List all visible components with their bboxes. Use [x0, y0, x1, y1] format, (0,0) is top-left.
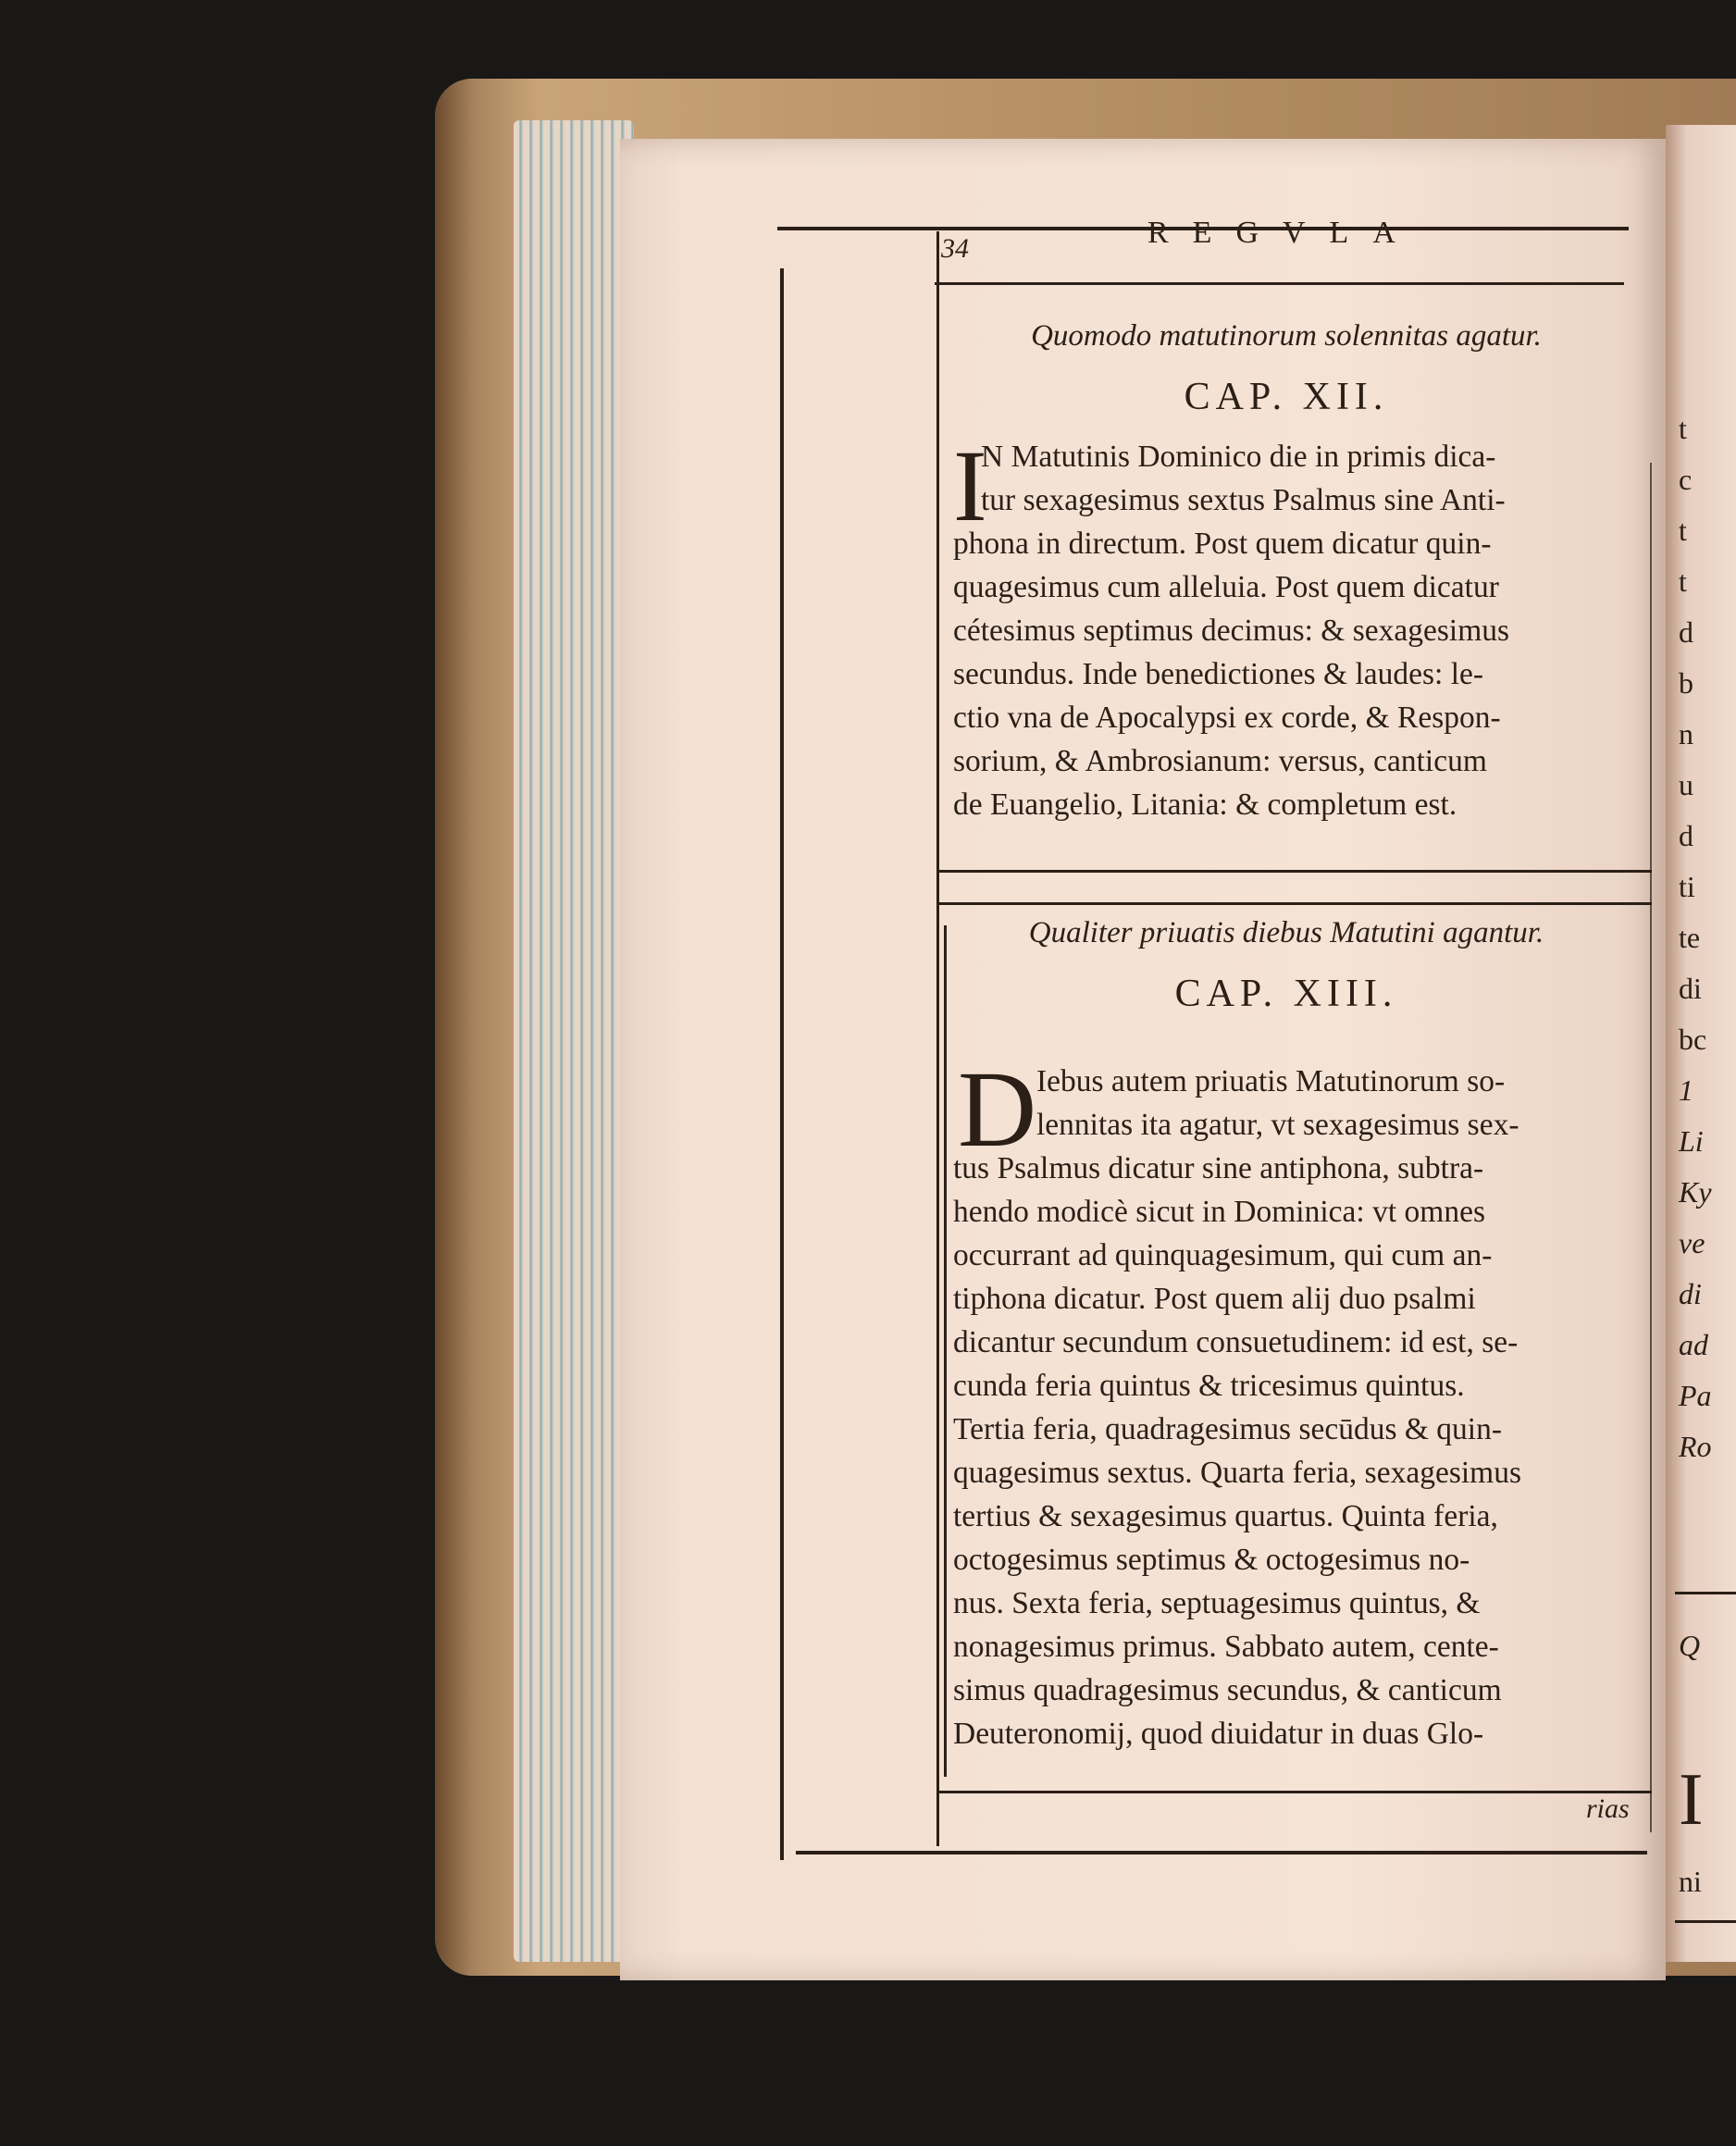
- facing-page: [1666, 125, 1736, 1962]
- facing-fragment: Q: [1679, 1629, 1701, 1662]
- text-line: cétesimus septimus decimus: & sexagesimus: [953, 614, 1510, 648]
- facing-fragment: n: [1679, 717, 1693, 750]
- text-line: quagesimus sextus. Quarta feria, sexagesimus: [953, 1456, 1522, 1490]
- chapter-12-dropcap: I: [953, 429, 987, 542]
- facing-fragment: ad: [1679, 1328, 1708, 1361]
- text-line: sorium, & Ambrosianum: versus, canticum: [953, 744, 1487, 778]
- bottom-rule-inner: [939, 1791, 1652, 1793]
- page-number: 34: [941, 233, 969, 264]
- text-line: quagesimus cum alleluia. Post quem dicatur: [953, 570, 1499, 604]
- text-line: phona in directum. Post quem dicatur quin-: [953, 527, 1492, 561]
- ch13-left-rule: [944, 925, 947, 1777]
- facing-fragment: ve: [1679, 1226, 1705, 1259]
- text-line: simus quadragesimus secundus, & canticum: [953, 1673, 1502, 1707]
- facing-fragment: Li: [1679, 1124, 1704, 1158]
- chapter-12-number: CAP. XII.: [1184, 376, 1389, 418]
- facing-fragment: Pa: [1679, 1379, 1712, 1412]
- facing-fragment: ni: [1679, 1865, 1702, 1898]
- facing-fragment: t: [1679, 564, 1687, 598]
- chapter-12-text: [953, 429, 1649, 826]
- text-line: N Matutinis Dominico die in primis dica-: [981, 440, 1496, 474]
- text-line: tus Psalmus dicatur sine antiphona, subtra-: [953, 1151, 1484, 1185]
- facing-fragment: t: [1679, 514, 1687, 547]
- text-line: lennitas ita agatur, vt sexagesimus sex-: [1036, 1108, 1519, 1142]
- facing-fragment: d: [1679, 615, 1693, 649]
- facing-fragment: Ro: [1679, 1430, 1712, 1463]
- text-line: nus. Sexta feria, septuagesimus quintus, &: [953, 1586, 1481, 1620]
- text-line: cunda feria quintus & tricesimus quintus.: [953, 1369, 1465, 1403]
- header-underline: [935, 282, 1624, 285]
- text-line: Deuteronomij, quod diuidatur in duas Glo-: [953, 1717, 1484, 1751]
- bottom-rule-outer: [796, 1851, 1647, 1854]
- facing-fragment: b: [1679, 666, 1693, 700]
- facing-fragment: te: [1679, 921, 1701, 954]
- text-line: dicantur secundum consuetudinem: id est, se-: [953, 1325, 1519, 1359]
- chapter-12-heading: Quomodo matutinorum solennitas agatur.: [1031, 319, 1542, 353]
- facing-fragment: bc: [1679, 1023, 1707, 1056]
- text-line: occurrant ad quinquagesimum, qui cum an-: [953, 1238, 1493, 1272]
- right-rule: [1650, 463, 1652, 1832]
- text-line: hendo modicè sicut in Dominica: vt omnes: [953, 1195, 1485, 1229]
- text-line: nonagesimus primus. Sabbato autem, cente-: [953, 1630, 1499, 1664]
- page-edges: [514, 120, 634, 1962]
- facing-fragment: d: [1679, 819, 1693, 852]
- inner-left-rule: [936, 231, 939, 1846]
- chapter-divider: [939, 902, 1652, 905]
- facing-fragment: ti: [1679, 870, 1695, 903]
- text-line: tur sexagesimus sextus Psalmus sine Anti-: [981, 483, 1506, 517]
- facing-fragment: t: [1679, 412, 1687, 445]
- text-line: de Euangelio, Litania: & completum est.: [953, 788, 1457, 822]
- facing-fragment: u: [1679, 768, 1693, 801]
- text-line: Iebus autem priuatis Matutinorum so-: [1036, 1064, 1506, 1098]
- text-line: octogesimus septimus & octogesimus no-: [953, 1543, 1470, 1577]
- catchword: rias: [1586, 1793, 1630, 1824]
- running-title: REGVLA: [1147, 216, 1420, 250]
- facing-fragment: di: [1679, 972, 1702, 1005]
- text-line: ctio vna de Apocalypsi ex corde, & Respon-: [953, 701, 1501, 735]
- chapter-13-dropcap: D: [958, 1048, 1037, 1170]
- facing-fragment: c: [1679, 463, 1693, 496]
- text-line: tiphona dicatur. Post quem alij duo psalmi: [953, 1282, 1476, 1316]
- facing-fragment: di: [1679, 1277, 1702, 1310]
- chapter-13-number: CAP. XIII.: [1174, 973, 1398, 1015]
- text-line: tertius & sexagesimus quartus. Quinta feria,: [953, 1499, 1498, 1533]
- chapter-13-heading: Qualiter priuatis diebus Matutini agantur.: [1028, 916, 1544, 949]
- facing-fragment: 1: [1679, 1073, 1693, 1107]
- outer-left-rule: [780, 268, 784, 1860]
- facing-fragment: I: [1679, 1759, 1704, 1841]
- text-line: Tertia feria, quadragesimus secūdus & quin-: [953, 1412, 1503, 1446]
- text-line: secundus. Inde benedictiones & laudes: le-: [953, 657, 1484, 691]
- chapter-13-text: [953, 1060, 1649, 1755]
- facing-fragment: Ky: [1679, 1175, 1712, 1209]
- chapter-divider-thin: [939, 870, 1652, 873]
